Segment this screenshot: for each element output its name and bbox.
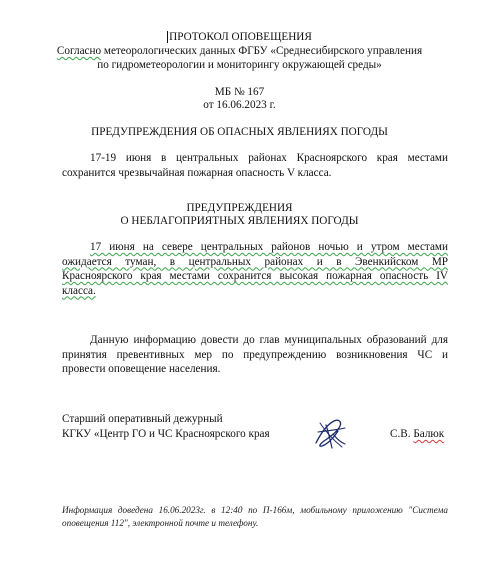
unfavorable-line-4-text: класса. [62,284,96,297]
hazardous-line-2: сохранится чрезвычайная пожарная опасность V класса. [62,166,332,179]
unfavorable-line-3 [62,269,448,284]
unfavorable-paragraph [62,240,448,298]
unfavorable-line-3-text: Красноярского края местами сохранится высокая пожарная опасность IV [62,270,448,282]
source-line-1 [0,45,479,59]
signer-position-2: КГКУ «Центр ГО и ЧС Красноярского края [62,428,270,440]
source-line-2: по гидрометеорологии и мониторингу окружающей среды» [97,59,382,71]
hazardous-heading: ПРЕДУПРЕЖДЕНИЯ ОБ ОПАСНЫХ ЯВЛЕНИЯХ ПОГОДЫ [91,126,388,138]
delivery-footnote [62,504,448,529]
hazardous-paragraph [62,151,448,180]
protocol-title-text: ПРОТОКОЛ ОПОВЕЩЕНИЯ [169,31,312,43]
footnote-line-2: оповещения 112", электронной почте и телефону. [62,517,259,528]
handwritten-signature-icon [312,417,348,451]
source-line-1-rest: метеорологических данных ФГБУ «Среднесибирского управления [101,45,423,57]
signer-initials: С.В. [390,428,414,440]
signer-surname: Балюк [413,428,445,440]
footnote-line-1: Информация доведена 16.06.2023г. в 12:40 по П-166м, мобильному приложению "Система [62,505,448,515]
unfavorable-line-2-text: ожидается туман, в центральных районах и в Эвенкийском МР [62,255,448,268]
unfavorable-line-2 [62,255,448,270]
instruction-line-3: провести оповещение населения. [62,363,221,375]
doc-date: от 16.06.2023 г. [203,99,276,111]
instruction-line-2: принятия превентивных мер по предупреждению возникновения ЧС и [62,348,448,361]
hazardous-line-1: 17-19 июня в центральных районах Красноярского края местами [90,152,448,164]
unfavorable-line-1-text: 17 июня на севере центральных районов ночью и утром местами [90,241,448,253]
instruction-paragraph [62,333,448,377]
signer-name [390,427,444,442]
source-line-1-word: Согласно [56,45,102,57]
unfavorable-heading-2: О НЕБЛАГОПРИЯТНЫХ ЯВЛЕНИЯХ ПОГОДЫ [120,215,359,227]
unfavorable-line-1 [62,240,448,255]
signer-position-1: Старший оперативный дежурный [62,413,223,425]
protocol-title [0,31,479,45]
instruction-line-1: Данную информацию довести до глав муниципальных образований для [90,334,448,346]
doc-number: МБ № 167 [214,86,265,98]
unfavorable-line-4 [62,284,448,299]
unfavorable-heading-1: ПРЕДУПРЕЖДЕНИЯ [186,202,293,214]
